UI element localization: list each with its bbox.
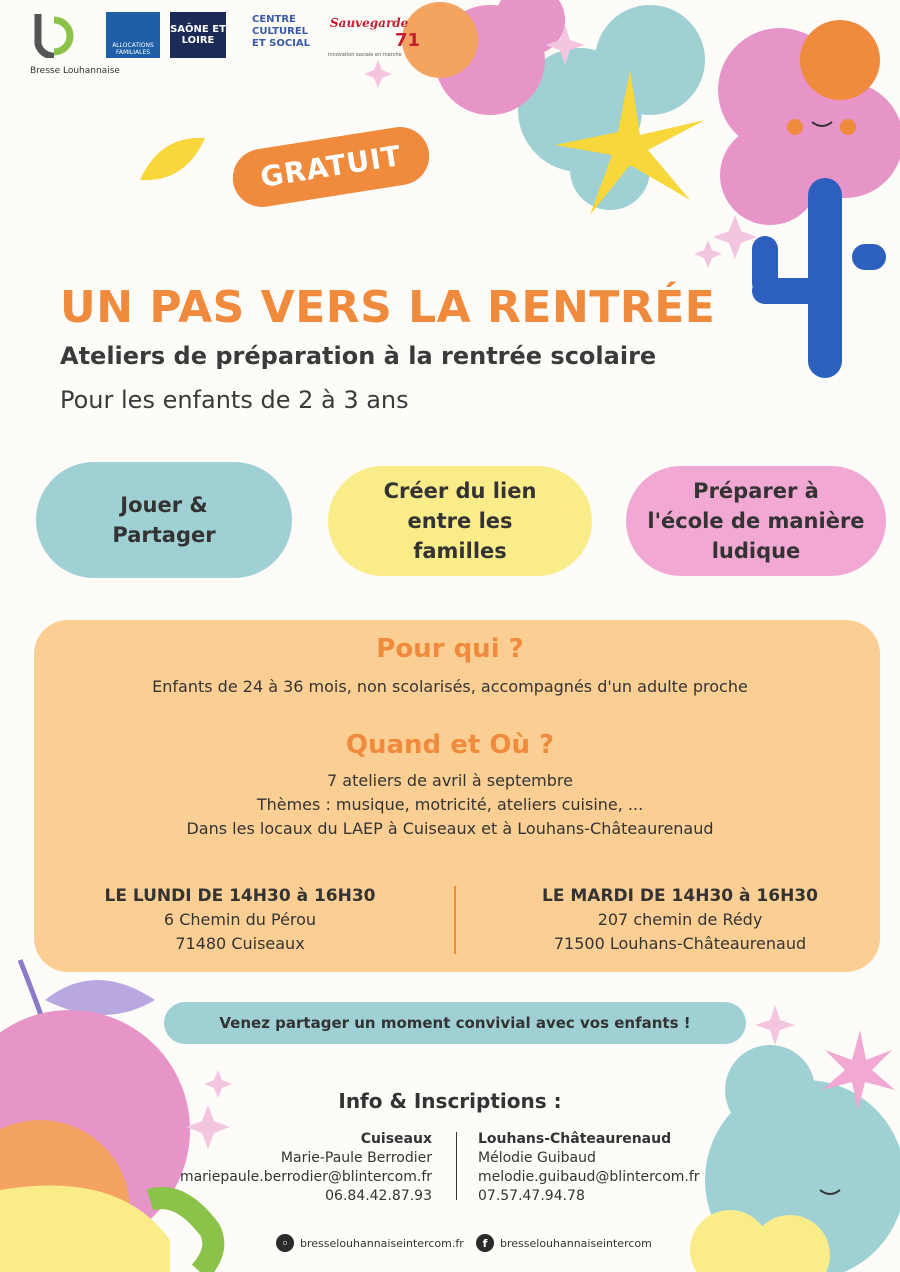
pill-line: ludique	[711, 539, 801, 563]
contact-email[interactable]: melodie.guibaud@blintercom.fr	[478, 1169, 700, 1185]
saone-logo-text: SAÔNE ET LOIRE	[170, 24, 226, 46]
gratuit-badge: GRATUIT	[229, 123, 434, 211]
schedule-monday	[90, 884, 390, 956]
schedule-city: 71480 Cuiseaux	[175, 934, 305, 953]
contact-email[interactable]: mariepaule.berrodier@blintercom.fr	[179, 1169, 432, 1185]
contact-cuiseaux	[180, 1130, 432, 1206]
pour-qui-text: Enfants de 24 à 36 mois, non scolarisés, accompagnés d'un adulte proche	[152, 677, 748, 696]
sauvegarde-tagline: innovation sociale en marche	[328, 52, 402, 58]
centre-culturel-social-logo	[240, 14, 318, 50]
contact-phone[interactable]: 06.84.42.87.93	[325, 1188, 432, 1204]
schedule-divider	[454, 886, 456, 954]
yellow-leaf-icon	[140, 138, 205, 180]
pill-line: Préparer à	[693, 479, 819, 503]
schedule-city: 71500 Louhans-Châteaurenaud	[553, 934, 807, 953]
pill-preparer-ecole	[626, 466, 886, 576]
pill-creer-lien	[328, 466, 592, 576]
pill-line: l'école de manière	[647, 509, 865, 533]
pill-line: Partager	[112, 523, 216, 547]
subtitle-age: Pour les enfants de 2 à 3 ans	[60, 386, 409, 414]
caf-logo-text: ALLOCATIONS FAMILIALES	[112, 42, 154, 56]
quand-ou-line1: 7 ateliers de avril à septembre	[327, 771, 573, 790]
schedule-tuesday	[520, 884, 840, 956]
footer-website-text: bresselouhannaiseintercom.fr	[300, 1236, 464, 1250]
bresse-louhannaise-logo	[30, 12, 120, 76]
pour-qui-heading: Pour qui ?	[376, 634, 524, 664]
ccs-line1: CENTRE	[252, 14, 296, 25]
pill-line: Créer du lien	[383, 479, 537, 503]
pill-line: entre les	[407, 509, 513, 533]
schedule-address: 207 chemin de Rédy	[597, 910, 763, 929]
footer-facebook-text: bresselouhannaiseintercom	[500, 1236, 652, 1250]
ccs-line2: CULTUREL	[252, 26, 309, 37]
schedule-day: LE LUNDI DE 14H30 à 16H30	[104, 886, 376, 906]
sauvegarde-71-logo	[326, 12, 422, 58]
quand-ou-line2: Thèmes : musique, motricité, ateliers cuisine, ...	[256, 795, 644, 814]
schedule-address: 6 Chemin du Pérou	[163, 910, 317, 929]
pill-line: Jouer &	[120, 493, 208, 517]
saone-et-loire-logo	[170, 12, 226, 58]
globe-icon: ◦	[276, 1234, 294, 1252]
quand-ou-heading: Quand et Où ?	[345, 730, 555, 760]
pill-line: familles	[413, 539, 507, 563]
sauvegarde-number: 71	[394, 30, 420, 51]
convivial-banner: Venez partager un moment convivial avec vos enfants !	[164, 1002, 746, 1044]
schedule-day: LE MARDI DE 14H30 à 16H30	[542, 886, 818, 906]
contacts-divider	[456, 1132, 457, 1200]
page-title: UN PAS VERS LA RENTRÉE	[60, 282, 716, 333]
facebook-icon: f	[476, 1234, 494, 1252]
inscriptions-heading: Info & Inscriptions :	[338, 1089, 562, 1113]
ccs-line3: ET SOCIAL	[252, 38, 311, 49]
contact-phone[interactable]: 07.57.47.94.78	[478, 1188, 585, 1204]
contact-name: Mélodie Guibaud	[478, 1150, 596, 1166]
sauvegarde-name: Sauvegarde	[330, 16, 409, 30]
footer-website[interactable]	[276, 1234, 464, 1252]
contact-name: Marie-Paule Berrodier	[280, 1150, 432, 1166]
pill-jouer-partager	[36, 462, 292, 578]
contact-louhans	[478, 1130, 700, 1206]
subtitle-ateliers: Ateliers de préparation à la rentrée scolaire	[60, 342, 657, 370]
footer-facebook[interactable]	[476, 1234, 652, 1252]
contact-place: Cuiseaux	[360, 1131, 432, 1147]
bresse-logo-text: Bresse Louhannaise	[30, 66, 120, 76]
bresse-logo-icon	[32, 12, 78, 58]
caf-logo	[106, 12, 160, 58]
quand-ou-line3: Dans les locaux du LAEP à Cuiseaux et à Louhans-Châteaurenaud	[186, 819, 714, 838]
contact-place: Louhans-Châteaurenaud	[478, 1131, 672, 1147]
